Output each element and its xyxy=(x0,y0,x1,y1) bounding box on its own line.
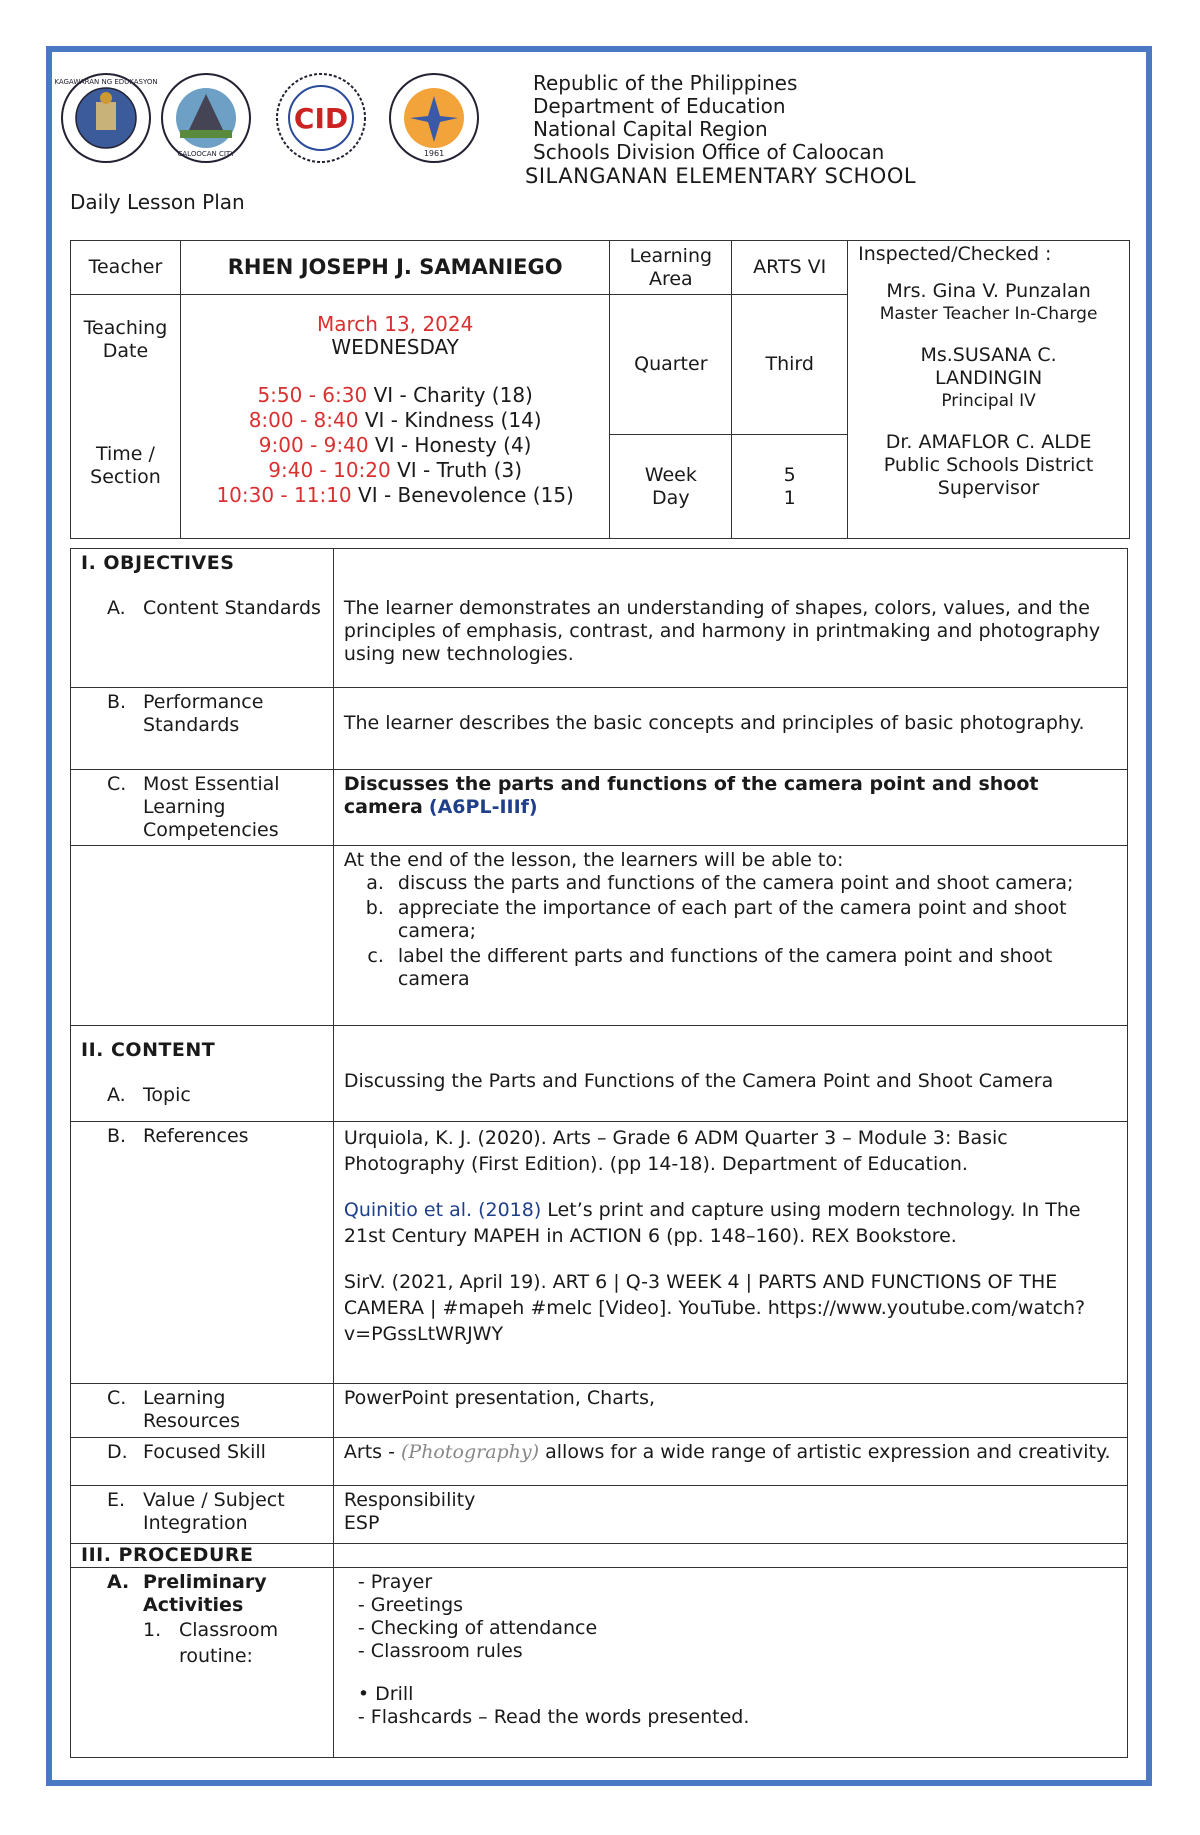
svg-text:KAGAWARAN NG EDUKASYON: KAGAWARAN NG EDUKASYON xyxy=(54,78,158,86)
inspector-name: Mrs. Gina V. Punzalan xyxy=(886,280,1091,302)
schedule-row xyxy=(181,458,609,483)
inspector-role: Principal IV xyxy=(941,391,1036,411)
header-line: Department of Education xyxy=(533,94,786,118)
blank-cell xyxy=(333,1544,1127,1568)
value-line: Responsibility xyxy=(343,1489,476,1511)
item-marker: A. xyxy=(107,1084,126,1106)
item-marker: C. xyxy=(107,1387,127,1409)
schedule-row xyxy=(181,383,609,408)
focused-skill-label xyxy=(81,1441,325,1464)
teaching-day: WEDNESDAY xyxy=(331,335,459,359)
resources-label-cell xyxy=(71,1384,334,1438)
objectives-intro: At the end of the lesson, the learners will be able to: xyxy=(343,849,844,871)
week-day-label-cell xyxy=(610,435,732,539)
inspector-role: Public Schools District Supervisor xyxy=(883,454,1094,499)
inspected-checked-cell xyxy=(848,241,1130,539)
teacher-name: RHEN JOSEPH J. SAMANIEGO xyxy=(180,241,609,295)
objective-text: label the different parts and functions of the camera point and shoot camera xyxy=(397,945,1053,990)
references-label-cell xyxy=(71,1122,334,1384)
week-day-value-cell xyxy=(732,435,848,539)
focused-skill-text: allows for a wide range of artistic expression and creativity. xyxy=(539,1441,1111,1463)
inspector-role: Master Teacher In-Charge xyxy=(879,304,1098,324)
schedule-row xyxy=(181,408,609,433)
day-value: 1 xyxy=(783,486,796,509)
schedule-section: VI - Charity (18) xyxy=(373,383,533,407)
item-marker: B. xyxy=(107,1125,127,1147)
header-line: Schools Division Office of Caloocan xyxy=(533,140,885,164)
header-line: Republic of the Philippines xyxy=(533,71,798,95)
item-marker: D. xyxy=(107,1441,128,1463)
item-label: Focused Skill xyxy=(143,1441,266,1463)
quarter-label: Quarter xyxy=(610,295,732,435)
schedule-time: 8:00 - 8:40 xyxy=(248,408,359,432)
content-label-cell xyxy=(71,1026,334,1122)
preliminary-label-cell xyxy=(71,1568,334,1758)
routine-label xyxy=(81,1617,325,1669)
item-label: Preliminary Activities xyxy=(143,1571,267,1616)
inspector-name: Dr. AMAFLOR C. ALDE xyxy=(885,431,1092,453)
objectives-label-cell xyxy=(71,549,334,688)
references-label xyxy=(81,1125,325,1148)
routine-item: - Checking of attendance xyxy=(357,1617,598,1639)
item-marker: b. xyxy=(365,897,384,919)
performance-standards-label xyxy=(81,691,325,737)
reference-entry: SirV. (2021, April 19). ART 6 | Q-3 WEEK 4 | PARTS AND FUNCTIONS OF THE CAMERA | #mapeh #melc [Video]. YouTube. https://www.youtube.com/watch?v=PGssLtWRJWY xyxy=(343,1271,1086,1345)
value-line: ESP xyxy=(343,1512,380,1534)
preliminary-activities-cell xyxy=(333,1568,1127,1758)
routine-item: - Prayer xyxy=(357,1571,433,1593)
agency-header xyxy=(533,72,884,164)
svg-text:CALOOCAN CITY: CALOOCAN CITY xyxy=(177,150,235,158)
value-label-cell xyxy=(71,1486,334,1544)
schedule-section: VI - Benevolence (15) xyxy=(358,483,574,507)
melc-label xyxy=(81,773,325,842)
resources-text: PowerPoint presentation, Charts, xyxy=(333,1384,1127,1438)
inspector-name: Ms.SUSANA C. LANDINGIN xyxy=(920,344,1057,389)
reference-text: Let’s print and capture using modern technology. In The 21st Century MAPEH in ACTION 6 (pp. 148–160). REX Bookstore. xyxy=(343,1199,1081,1247)
item-marker: A. xyxy=(107,1571,130,1593)
teaching-date: March 13, 2024 xyxy=(316,312,474,336)
resources-label xyxy=(81,1387,325,1433)
schedule-time: 9:40 - 10:20 xyxy=(268,458,391,482)
item-label: Topic xyxy=(143,1084,191,1106)
sdo-caloocan-seal-logo xyxy=(160,72,252,164)
svg-text:1961: 1961 xyxy=(423,149,445,158)
melc-cell xyxy=(333,770,1127,846)
learning-objectives-cell xyxy=(333,846,1127,1026)
deped-seal-logo xyxy=(54,72,158,164)
week-value: 5 xyxy=(783,463,796,486)
lesson-info-table xyxy=(70,240,1130,539)
schedule-row xyxy=(181,483,609,508)
reference-author: Quinitio et al. (2018) xyxy=(343,1199,542,1221)
objective-item xyxy=(344,897,1119,943)
preliminary-label xyxy=(81,1571,325,1617)
svg-text:CID: CID xyxy=(293,102,349,135)
objective-item xyxy=(344,872,1119,895)
content-standards-label xyxy=(81,597,325,620)
item-label: Most Essential Learning Competencies xyxy=(143,773,280,841)
day-label: Day xyxy=(652,486,690,509)
item-marker: A. xyxy=(107,597,126,619)
item-label: Classroom routine: xyxy=(179,1619,279,1667)
item-label: Content Standards xyxy=(143,597,321,619)
school-name: SILANGANAN ELEMENTARY SCHOOL xyxy=(525,164,917,188)
header-line: National Capital Region xyxy=(533,117,768,141)
blank-cell xyxy=(71,846,334,1026)
content-heading: II. CONTENT xyxy=(81,1039,216,1061)
lesson-plan-table xyxy=(70,548,1128,1758)
teaching-date-label: Teaching Date xyxy=(83,317,168,362)
topic-text: Discussing the Parts and Functions of the Camera Point and Shoot Camera xyxy=(333,1026,1127,1122)
teacher-label: Teacher xyxy=(71,241,181,295)
value-label xyxy=(81,1489,325,1535)
focused-skill-cell xyxy=(333,1438,1127,1486)
document-type: Daily Lesson Plan xyxy=(70,190,245,214)
schedule-section: VI - Truth (3) xyxy=(397,458,523,482)
item-label: Learning Resources xyxy=(143,1387,241,1432)
item-label: Performance Standards xyxy=(143,691,264,736)
focused-skill-label-cell xyxy=(71,1438,334,1486)
melc-code: (A6PL-IIIf) xyxy=(428,796,538,818)
topic-label xyxy=(81,1084,325,1107)
quarter-value: Third xyxy=(732,295,848,435)
reference-entry: Urquiola, K. J. (2020). Arts – Grade 6 ADM Quarter 3 – Module 3: Basic Photography (First Edition). (pp 14-18). Department of Education. xyxy=(343,1127,1008,1175)
item-marker: B. xyxy=(107,691,127,713)
item-marker: E. xyxy=(107,1489,126,1511)
focused-skill-italic: (Photography) xyxy=(401,1441,540,1463)
item-label: Value / Subject Integration xyxy=(143,1489,285,1534)
school-logo xyxy=(388,72,480,164)
item-marker: 1. xyxy=(143,1619,162,1641)
drill-item: • Drill xyxy=(357,1683,414,1705)
objectives-list xyxy=(344,872,1119,991)
objectives-heading: I. OBJECTIVES xyxy=(81,552,235,574)
performance-standards-label-cell xyxy=(71,688,334,770)
reference-entry xyxy=(344,1197,1119,1249)
objective-text: discuss the parts and functions of the camera point and shoot camera; xyxy=(397,872,1074,894)
learning-area-value: ARTS VI xyxy=(732,241,848,295)
procedure-label-cell xyxy=(71,1544,334,1568)
flashcards-item: - Flashcards – Read the words presented. xyxy=(357,1706,750,1728)
item-label: References xyxy=(143,1125,249,1147)
content-standards-text: The learner demonstrates an understanding of shapes, colors, values, and the principles of emphasis, contrast, and harmony in printmaking and photography using new technologies. xyxy=(333,549,1127,688)
objective-text: appreciate the importance of each part of the camera point and shoot camera; xyxy=(397,897,1067,942)
week-label: Week xyxy=(644,463,697,486)
schedule-section: VI - Honesty (4) xyxy=(374,433,532,457)
learning-area-label: Learning Area xyxy=(610,241,732,295)
schedule-time: 9:00 - 9:40 xyxy=(258,433,369,457)
melc-text: Discusses the parts and functions of the camera point and shoot camera xyxy=(343,773,1039,818)
value-cell xyxy=(333,1486,1127,1544)
date-schedule-cell xyxy=(180,295,609,539)
schedule-time: 5:50 - 6:30 xyxy=(257,383,368,407)
routine-item: - Greetings xyxy=(357,1594,464,1616)
procedure-heading: III. PROCEDURE xyxy=(81,1544,254,1566)
inspected-label: Inspected/Checked : xyxy=(858,243,1052,265)
time-section-label: Time / Section xyxy=(90,443,161,488)
item-marker: a. xyxy=(366,872,384,894)
cid-logo xyxy=(275,72,367,164)
references-cell xyxy=(333,1122,1127,1384)
focused-skill-prefix: Arts - xyxy=(343,1441,401,1463)
date-time-label-cell xyxy=(71,295,181,539)
schedule-section: VI - Kindness (14) xyxy=(364,408,542,432)
performance-standards-text: The learner describes the basic concepts and principles of basic photography. xyxy=(333,688,1127,770)
item-marker: C. xyxy=(107,773,127,795)
melc-label-cell xyxy=(71,770,334,846)
routine-item: - Classroom rules xyxy=(357,1640,523,1662)
item-marker: c. xyxy=(367,945,384,967)
schedule-time: 10:30 - 11:10 xyxy=(216,483,352,507)
objective-item xyxy=(344,945,1119,991)
schedule-row xyxy=(181,433,609,458)
